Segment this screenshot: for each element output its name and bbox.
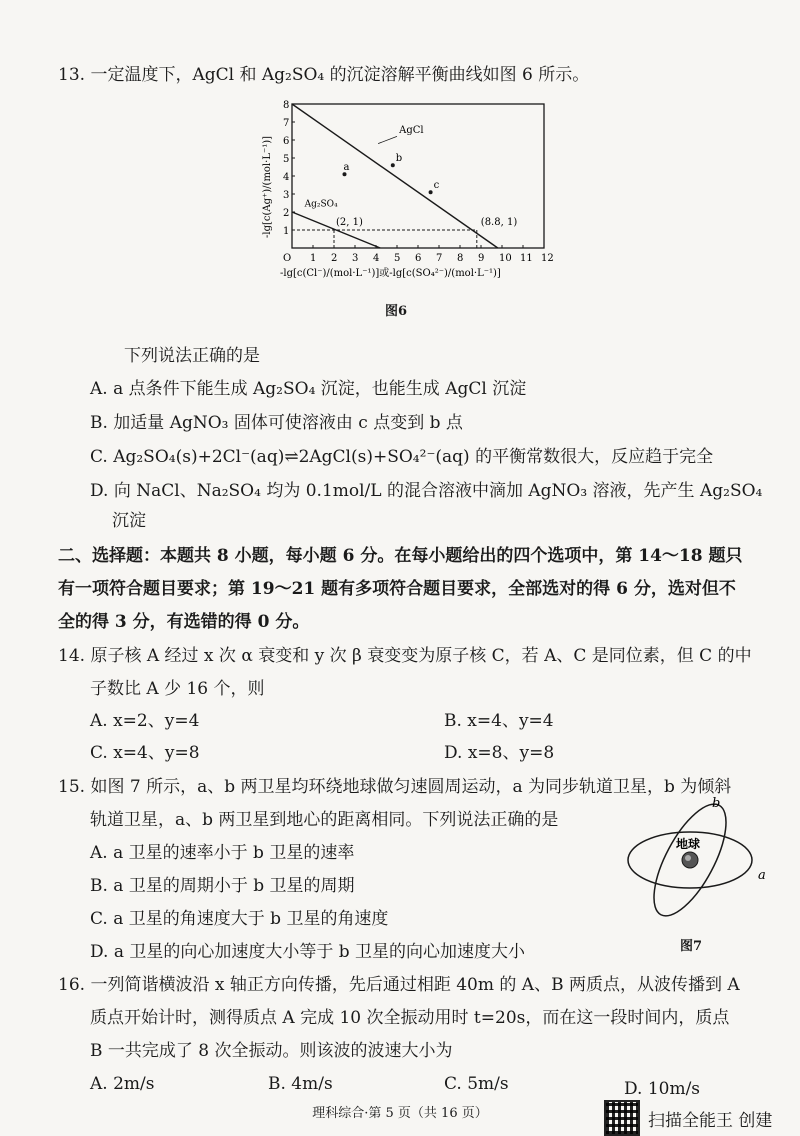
x-tick-label: 6 (415, 253, 422, 264)
data-point-label-b: b (395, 153, 403, 165)
data-point-c (429, 190, 433, 194)
x-tick-label: 11 (520, 253, 533, 264)
section2-line-3: 全的得 3 分，有选错的得 0 分。 (58, 612, 310, 632)
series-label-agcl: AgCl (399, 124, 424, 136)
q14-option-a: A. x=2、y=4 (90, 711, 200, 731)
q14-line-2: 子数比 A 少 16 个，则 (90, 679, 265, 699)
q16-option-a: A. 2m/s (90, 1074, 155, 1094)
q13-stem: 13. 一定温度下，AgCl 和 Ag₂SO₄ 的沉淀溶解平衡曲线如图 6 所示。 (58, 65, 590, 85)
data-point-label-c: c (433, 180, 440, 192)
data-point-b (391, 163, 395, 167)
q16-option-b: B. 4m/s (268, 1074, 333, 1094)
y-tick-label: 7 (283, 118, 290, 129)
q15-option-d: D. a 卫星的向心加速度大小等于 b 卫星的向心加速度大小 (90, 942, 526, 962)
x-tick-label: 9 (478, 253, 485, 264)
q14-option-b: B. x=4、y=4 (444, 711, 554, 731)
x-tick-label: 7 (436, 253, 443, 264)
figure-7-caption: 图7 (680, 939, 703, 954)
q13-prompt: 下列说法正确的是 (124, 346, 260, 366)
figure-6-chart (258, 98, 558, 288)
q13-option-a: A. a 点条件下能生成 Ag₂SO₄ 沉淀，也能生成 AgCl 沉淀 (90, 379, 527, 399)
x-tick-label: 5 (394, 253, 401, 264)
data-point-label-a: a (343, 162, 350, 174)
earth-label: 地球 (676, 837, 701, 851)
q13-option-d: D. 向 NaCl、Na₂SO₄ 均为 0.1mol/L 的混合溶液中滴加 AgNO₃ 溶液，先产生 Ag₂SO₄ (90, 481, 763, 501)
x-tick-label: 1 (310, 253, 317, 264)
q13-option-c: C. Ag₂SO₄(s)+2Cl⁻(aq)⇌2AgCl(s)+SO₄²⁻(aq) 的平衡常数很大，反应趋于完全 (90, 447, 714, 467)
q15-option-a: A. a 卫星的速率小于 b 卫星的速率 (90, 843, 355, 863)
y-tick-label: 2 (283, 208, 290, 219)
orbit-a-label: a (758, 868, 766, 883)
y-tick-label: 1 (283, 226, 290, 237)
y-tick-label: 8 (283, 100, 290, 111)
series-line-agcl (292, 104, 498, 248)
q14-option-c: C. x=4、y=8 (90, 743, 200, 763)
q15-option-c: C. a 卫星的角速度大于 b 卫星的角速度 (90, 909, 389, 929)
series-label-agcl-pointer (378, 136, 397, 143)
y-tick-label: 5 (283, 154, 290, 165)
q13-option-b: B. 加适量 AgNO₃ 固体可使溶液由 c 点变到 b 点 (90, 413, 463, 433)
origin-label: O (283, 253, 292, 264)
q16-line-2: 质点开始计时，测得质点 A 完成 10 次全振动用时 t=20s，而在这一段时间内，质点 (90, 1008, 730, 1028)
section2-line-2: 有一项符合题目要求；第 19～21 题有多项符合题目要求，全部选对的得 6 分，选对但不 (58, 579, 736, 599)
q16-line-1: 16. 一列简谐横波沿 x 轴正方向传播，先后通过相距 40m 的 A、B 两质点，从波传播到 A (58, 975, 740, 995)
q16-line-3: B 一共完成了 8 次全振动。则该波的波速大小为 (90, 1041, 453, 1061)
scanner-watermark (604, 1100, 772, 1136)
page-footer: 理科综合·第 5 页（共 16 页） (312, 1106, 488, 1121)
section2-line-1: 二、选择题：本题共 8 小题，每小题 6 分。在每小题给出的四个选项中，第 14～18 题只 (58, 546, 743, 566)
y-tick-label: 6 (283, 136, 290, 147)
annotation-label: (8.8, 1) (480, 217, 518, 228)
x-tick-label: 2 (331, 253, 338, 264)
q15-line-2: 轨道卫星，a、b 两卫星到地心的距离相同。下列说法正确的是 (90, 810, 559, 830)
q15-option-b: B. a 卫星的周期小于 b 卫星的周期 (90, 876, 355, 896)
scanner-text: 扫描全能王 创建 (648, 1110, 773, 1131)
q15-line-1: 15. 如图 7 所示，a、b 两卫星均环绕地球做匀速圆周运动，a 为同步轨道卫星，b 为倾斜 (58, 777, 732, 797)
y-tick-label: 3 (283, 190, 290, 201)
q16-option-c: C. 5m/s (444, 1074, 509, 1094)
q14-option-d: D. x=8、y=8 (444, 743, 555, 763)
x-axis-label: -lg[c(Cl⁻)/(mol·L⁻¹)]或-lg[c(SO₄²⁻)/(mol·L⁻¹)] (280, 268, 501, 279)
x-tick-label: 3 (352, 253, 359, 264)
q16-option-d: D. 10m/s (624, 1079, 701, 1099)
figure-7-orbits (620, 795, 770, 925)
x-tick-label: 8 (457, 253, 464, 264)
q13-option-d-cont: 沉淀 (112, 511, 146, 531)
series-label-ag2so4: Ag₂SO₄ (304, 199, 338, 210)
q14-line-1: 14. 原子核 A 经过 x 次 α 衰变和 y 次 β 衰变变为原子核 C，若 A、C 是同位素，但 C 的中 (58, 646, 752, 666)
qr-code-icon (604, 1100, 640, 1136)
x-tick-label: 10 (499, 253, 512, 264)
figure-6-caption: 图6 (385, 304, 408, 319)
y-tick-label: 4 (283, 172, 290, 183)
x-tick-label: 12 (541, 253, 554, 264)
x-tick-label: 4 (373, 253, 380, 264)
annotation-label: (2, 1) (336, 217, 363, 228)
y-axis-label: -lg[c(Ag⁺)/(mol·L⁻¹)] (262, 135, 273, 238)
orbit-b-label: b (712, 796, 721, 811)
